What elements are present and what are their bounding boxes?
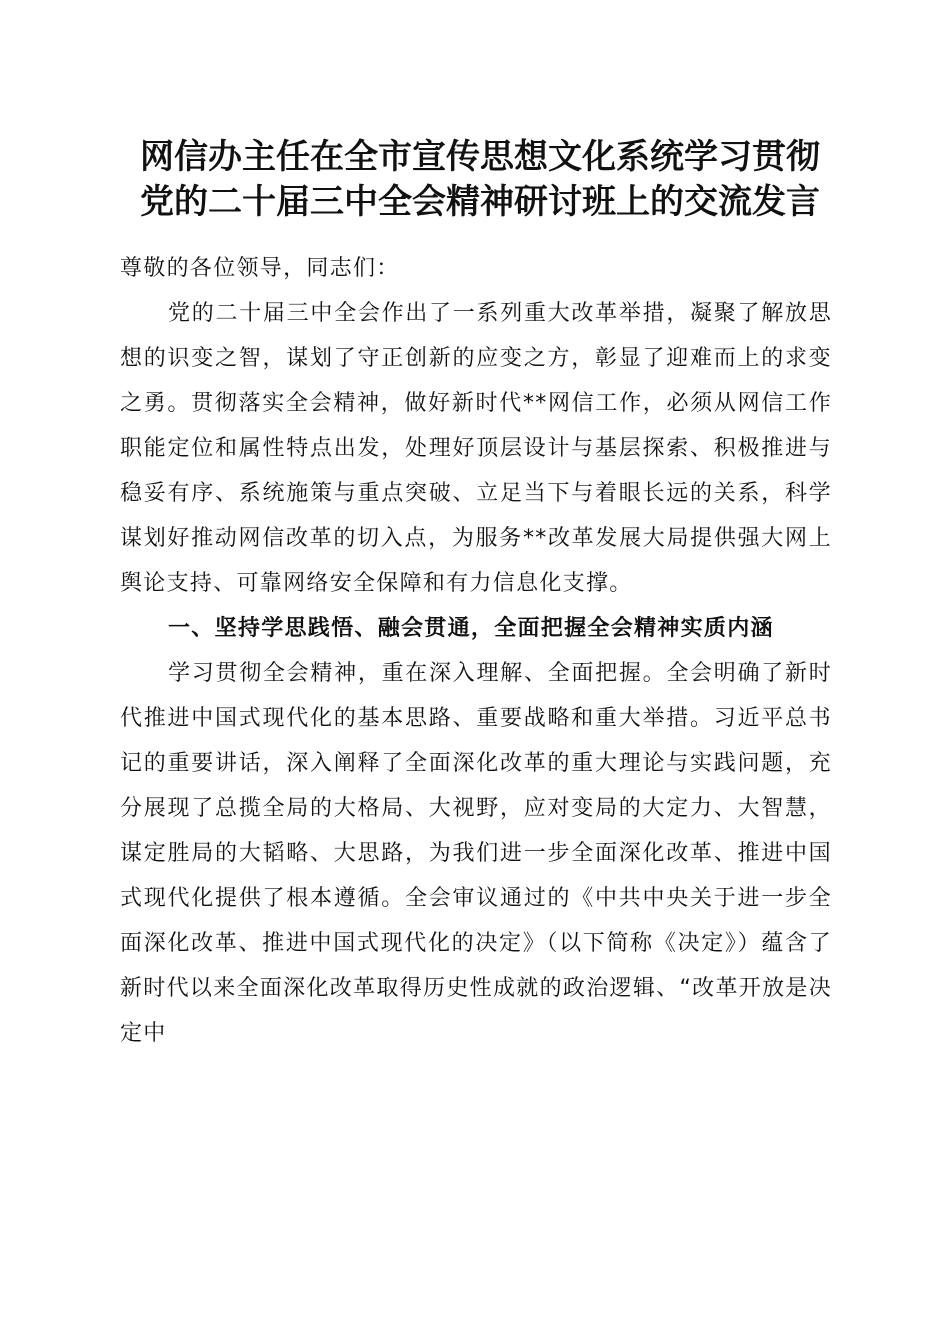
title-line-2: 党的二十届三中全会精神研讨班上的交流发言: [140, 182, 820, 222]
document-body: [120, 246, 832, 1056]
title-line-1: 网信办主任在全市宣传思想文化系统学习贯彻: [140, 137, 820, 177]
document-title: [100, 135, 860, 225]
intro-paragraph: 党的二十届三中全会作出了一系列重大改革举措，凝聚了解放思想的识变之智，谋划了守正创新的应变之方，彰显了迎难而上的求变之勇。贯彻落实全会精神，做好新时代**网信工作，必须从网信工作职能定位和属性特点出发，处理好顶层设计与基层探索、积极推进与稳妥有序、系统施策与重点突破、立足当下与着眼长远的关系，科学谋划好推动网信改革的切入点，为服务**改革发展大局提供强大网上舆论支持、可靠网络安全保障和有力信息化支撑。: [120, 301, 832, 596]
section-paragraph: 学习贯彻全会精神，重在深入理解、全面把握。全会明确了新时代推进中国式现代化的基本思路、重要战略和重大举措。习近平总书记的重要讲话，深入阐释了全面深化改革的重大理论与实践问题，充分展现了总揽全局的大格局、大视野，应对变局的大定力、大智慧，谋定胜局的大韬略、大思路，为我们进一步全面深化改革、推进中国式现代化提供了根本遵循。全会审议通过的《中共中央关于进一步全面深化改革、推进中国式现代化的决定》（以下简称《决定》）蕴含了新时代以来全面深化改革取得历史性成就的政治逻辑、“改革开放是决定中: [120, 661, 832, 1046]
salutation: 尊敬的各位领导，同志们：: [120, 256, 400, 281]
section-heading: 一、坚持学思践悟、融会贯通，全面把握全会精神实质内涵: [168, 616, 774, 641]
